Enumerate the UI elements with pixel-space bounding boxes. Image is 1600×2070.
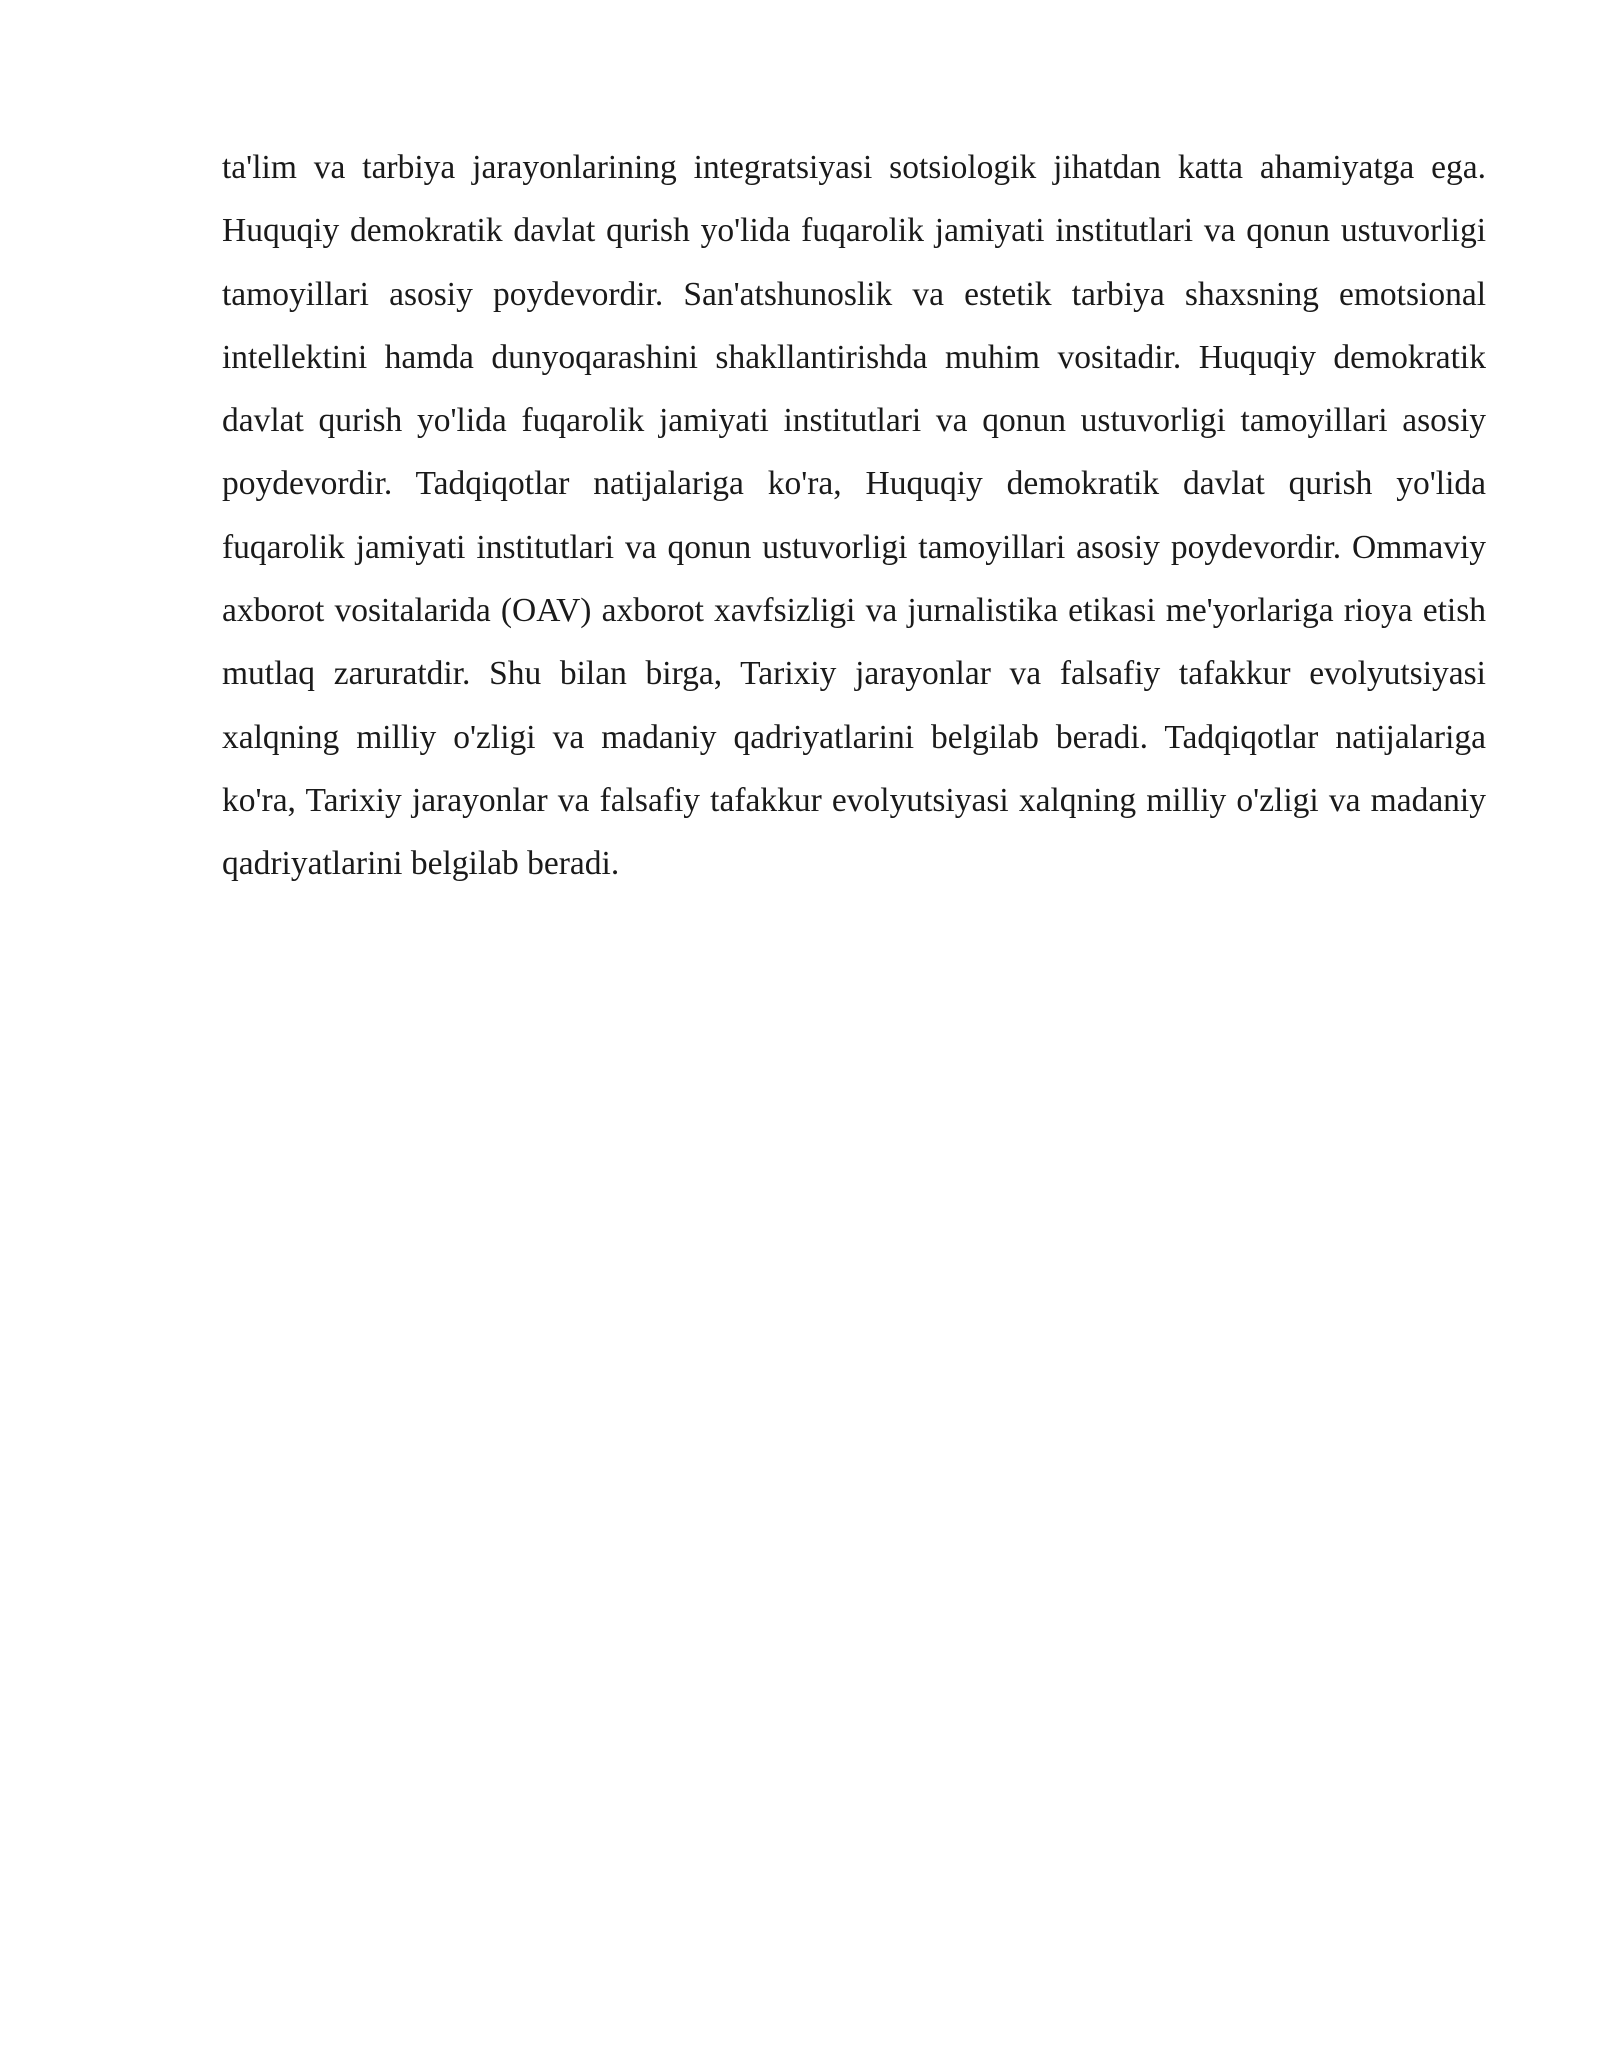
body-paragraph: ta'lim va tarbiya jarayonlarining integratsiyasi sotsiologik jihatdan katta ahamiyatga ega. Huquqiy demokratik davlat qurish yo'lida fuqarolik jamiyati institutlari va qonun ustuvorligi tamoyillari asosiy poydevordir. San'atshunoslik va estetik tarbiya shaxsning emotsional intellektini hamda dunyoqarashini shakllantirishda muhim vositadir. Huquqiy demokratik davlat qurish yo'lida fuqarolik jamiyati institutlari va qonun ustuvorligi tamoyillari asosiy poydevordir. Tadqiqotlar natijalariga ko'ra, Huquqiy demokratik davlat qurish yo'lida fuqarolik jamiyati institutlari va qonun ustuvorligi tamoyillari asosiy poydevordir. Ommaviy axborot vositalarida (OAV) axborot xavfsizligi va jurnalistika etikasi me'yorlariga rioya etish mutlaq zaruratdir. Shu bilan birga, Tarixiy jarayonlar va falsafiy tafakkur evolyutsiyasi xalqning milliy o'zligi va madaniy qadriyatlarini belgilab beradi. Tadqiqotlar natijalariga ko'ra, Tarixiy jarayonlar va falsafiy tafakkur evolyutsiyasi xalqning milliy o'zligi va madaniy qadriyatlarini belgilab beradi. (222, 149, 1486, 883)
